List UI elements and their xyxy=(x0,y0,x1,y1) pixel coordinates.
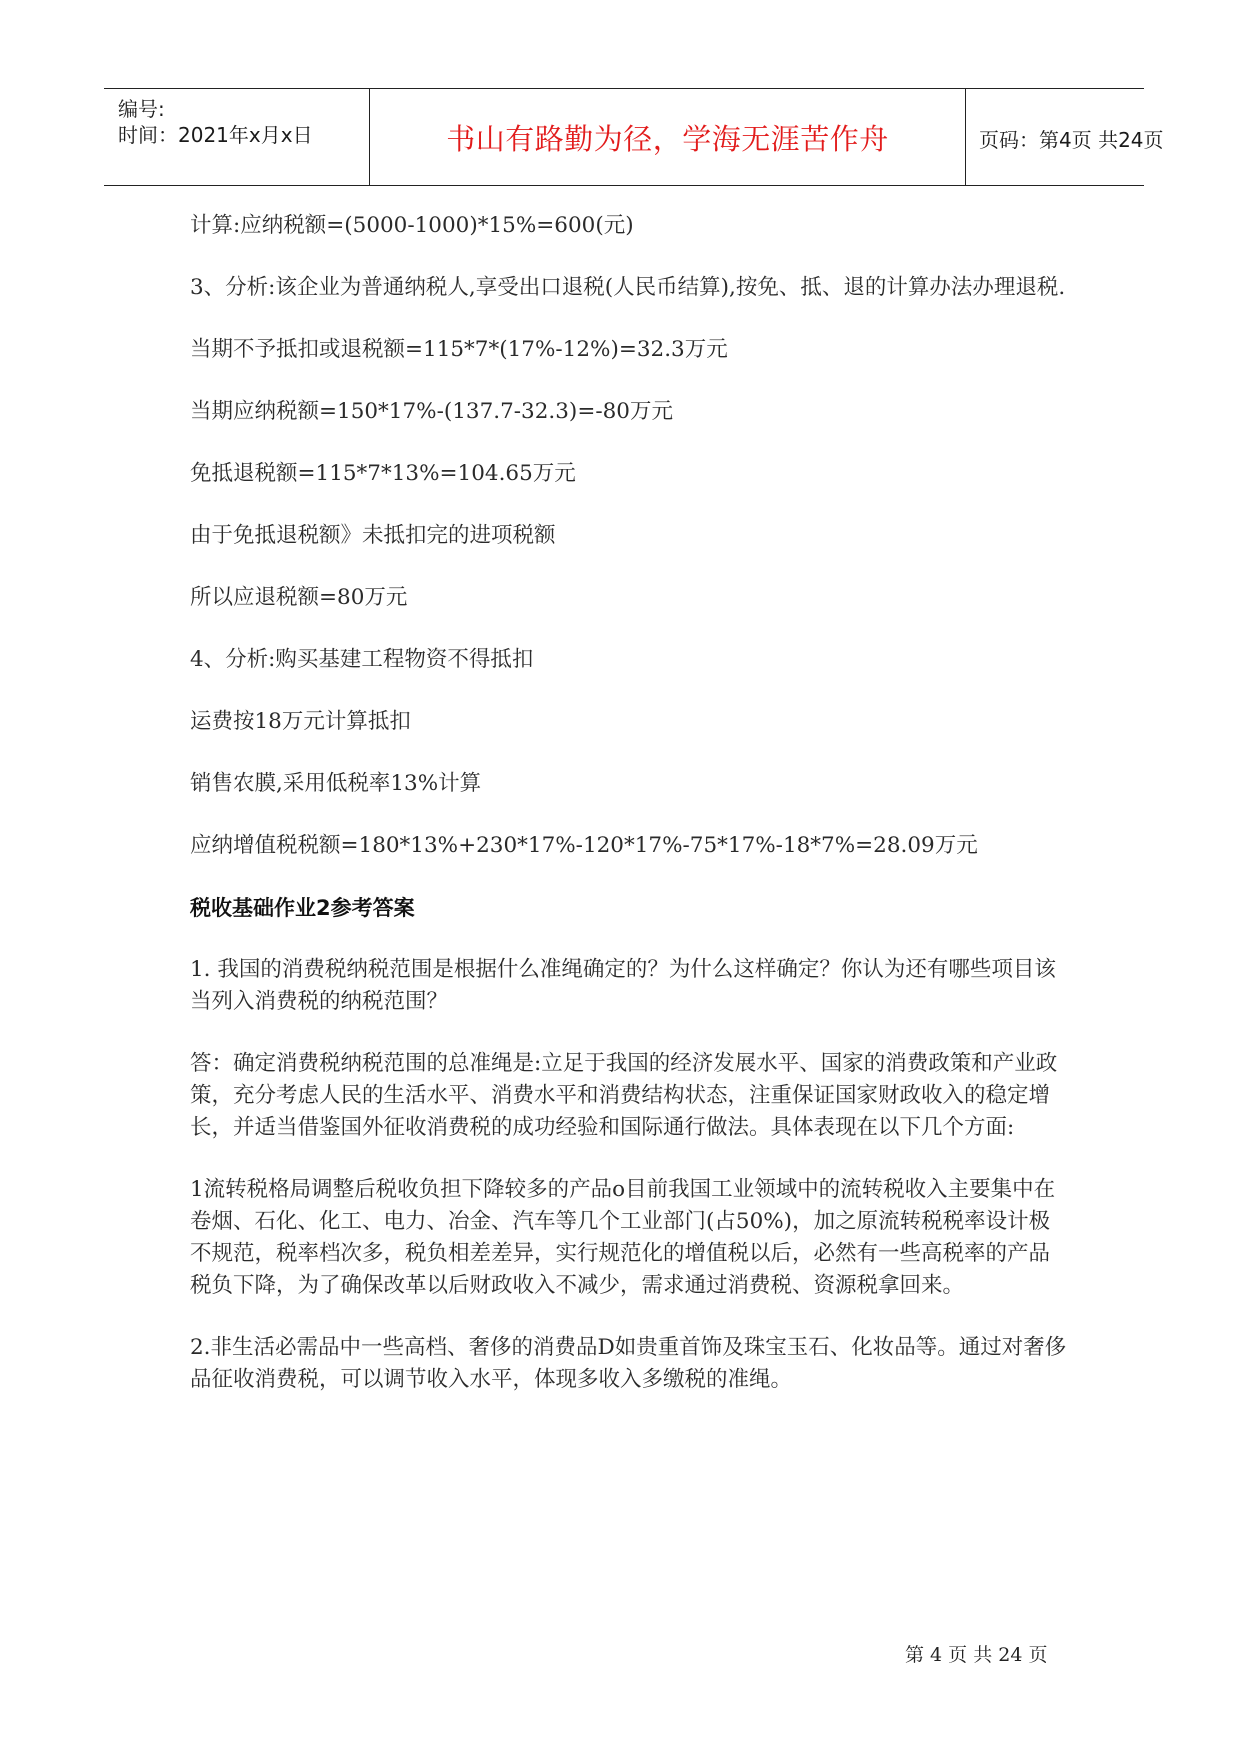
header-motto: 书山有路勤为径，学海无涯苦作舟 xyxy=(446,122,889,156)
page-footer: 第 4 页 共 24 页 xyxy=(905,1644,1048,1666)
paragraph: 运费按18万元计算抵扣 xyxy=(190,709,411,734)
paragraph: 答：确定消费税纳税范围的总准绳是:立足于我国的经济发展水平、国家的消费政策和产业政策，充分考虑人民的生活水平、消费水平和消费结构状态，注重保证国家财政收入的稳定增长，并适当借鉴国外征收消费税的成功经验和国际通行做法。具体表现在以下几个方面: xyxy=(190,1051,1058,1140)
header-page-code: 页码：第4页 共24页 xyxy=(979,128,1164,152)
paragraph: 4、分析:购买基建工程物资不得抵扣 xyxy=(190,647,534,672)
paragraph: 1流转税格局调整后税收负担下降较多的产品o目前我国工业领域中的流转税收入主要集中在卷烟、石化、化工、电力、冶金、汽车等几个工业部门(占50%)，加之原流转税税率设计极不规范，税率档次多，税负相差差异，实行规范化的增值税以后，必然有一些高税率的产品税负下降，为了确保改革以后财政收入不减少，需求通过消费税、资源税拿回来。 xyxy=(190,1177,1056,1298)
header-middle-cell xyxy=(369,89,966,185)
paragraph: 由于免抵退税额》未抵扣完的进项税额 xyxy=(190,523,556,548)
time-label: 时间：2021年x月x日 xyxy=(118,123,313,147)
paragraph: 2.非生活必需品中一些高档、奢侈的消费品D如贵重首饰及珠宝玉石、化妆品等。通过对奢侈品征收消费税，可以调节收入水平，体现多收入多缴税的准绳。 xyxy=(190,1335,1067,1392)
page-header xyxy=(104,88,1164,186)
document-body xyxy=(190,210,1070,1426)
paragraph: 1. 我国的消费税纳税范围是根据什么准绳确定的？为什么这样确定？你认为还有哪些项目该当列入消费税的纳税范围？ xyxy=(190,957,1056,1014)
paragraph: 3、分析:该企业为普通纳税人,享受出口退税(人民币结算),按免、抵、退的计算办法办理退税. xyxy=(190,275,1066,300)
paragraph: 当期应纳税额=150*17%-(137.7-32.3)=-80万元 xyxy=(190,399,673,424)
section-heading: 税收基础作业2参考答案 xyxy=(190,896,415,920)
paragraph: 免抵退税额=115*7*13%=104.65万元 xyxy=(190,461,576,486)
serial-number-label: 编号: xyxy=(118,97,165,121)
paragraph: 销售农膜,采用低税率13%计算 xyxy=(190,771,482,796)
paragraph: 计算:应纳税额=(5000-1000)*15%=600(元) xyxy=(190,213,634,238)
header-right-cell xyxy=(965,89,1164,185)
paragraph: 当期不予抵扣或退税额=115*7*(17%-12%)=32.3万元 xyxy=(190,337,728,362)
header-left-cell xyxy=(104,89,369,185)
paragraph: 所以应退税额=80万元 xyxy=(190,585,408,610)
paragraph: 应纳增值税税额=180*13%+230*17%-120*17%-75*17%-18*7%=28.09万元 xyxy=(190,833,978,858)
